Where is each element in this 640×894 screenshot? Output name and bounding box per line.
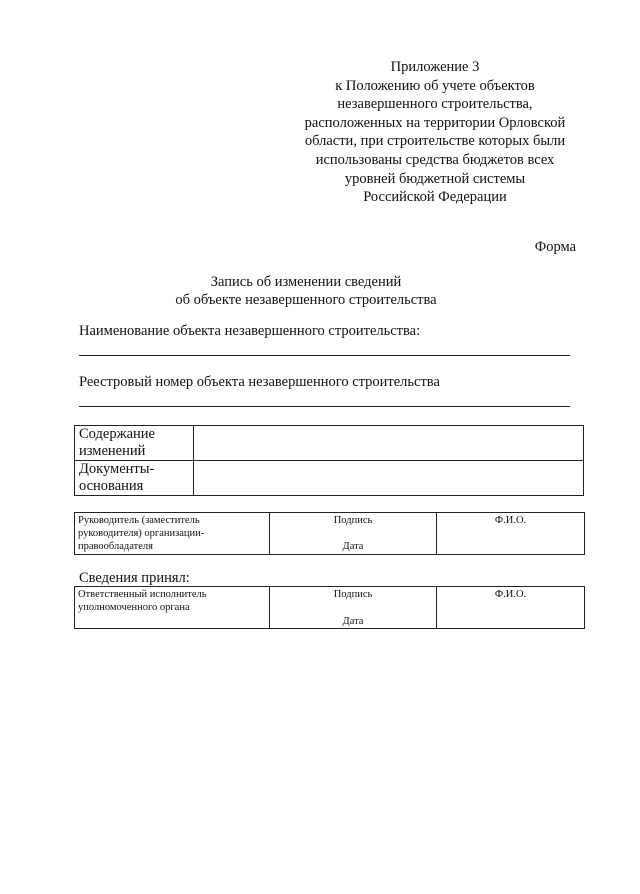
form-label: Форма bbox=[534, 239, 576, 255]
appendix-line: к Положению об учете объектов bbox=[335, 77, 535, 94]
authority-fio-cell[interactable] bbox=[437, 587, 585, 629]
basis-documents-label: Документы-основания bbox=[75, 461, 194, 496]
table-row bbox=[75, 587, 585, 629]
authority-signature-table bbox=[74, 586, 585, 629]
table-row bbox=[75, 426, 584, 461]
table-row bbox=[75, 461, 584, 496]
table-row bbox=[75, 513, 585, 555]
registry-number-label: Реестровый номер объекта незавершенного строительства bbox=[79, 374, 440, 390]
fio-label: Ф.И.О. bbox=[494, 515, 527, 526]
changes-content-label: Содержание изменений bbox=[75, 426, 194, 461]
appendix-line: расположенных на территории Орловской bbox=[304, 114, 566, 131]
title-line-1: Запись об изменении сведений bbox=[210, 274, 402, 290]
signature-label: Подпись bbox=[333, 589, 373, 600]
organization-signature-table bbox=[74, 512, 585, 555]
organization-head-role: Руководитель (заместитель руководителя) организации-правообладателя bbox=[75, 513, 270, 555]
appendix-line: Российской Федерации bbox=[363, 189, 507, 206]
changes-content-cell[interactable] bbox=[194, 426, 584, 461]
signature-label: Подпись bbox=[333, 515, 373, 526]
object-name-label: Наименование объекта незавершенного строительства: bbox=[79, 323, 421, 339]
fio-label: Ф.И.О. bbox=[494, 589, 527, 600]
date-label: Дата bbox=[342, 541, 364, 552]
title-line-2: об объекте незавершенного строительства bbox=[175, 292, 437, 308]
organization-fio-cell[interactable] bbox=[437, 513, 585, 555]
changes-table bbox=[74, 425, 584, 496]
authority-signature-cell[interactable] bbox=[270, 587, 437, 629]
authority-executor-role: Ответственный исполнитель уполномоченного органа bbox=[75, 587, 270, 629]
document-title bbox=[0, 273, 640, 309]
registry-number-fill-line[interactable] bbox=[79, 406, 570, 407]
object-name-fill-line[interactable] bbox=[79, 355, 570, 356]
basis-documents-cell[interactable] bbox=[194, 461, 584, 496]
appendix-line: уровней бюджетной системы bbox=[344, 170, 526, 187]
appendix-line: Приложение 3 bbox=[390, 59, 480, 75]
appendix-line: незавершенного строительства, bbox=[337, 96, 533, 113]
accepted-label: Сведения принял: bbox=[79, 570, 190, 586]
appendix-line: использованы средства бюджетов всех bbox=[315, 151, 555, 168]
date-label: Дата bbox=[342, 616, 364, 627]
organization-signature-cell[interactable] bbox=[270, 513, 437, 555]
appendix-header bbox=[290, 58, 580, 207]
appendix-line: области, при строительстве которых были bbox=[304, 133, 566, 150]
